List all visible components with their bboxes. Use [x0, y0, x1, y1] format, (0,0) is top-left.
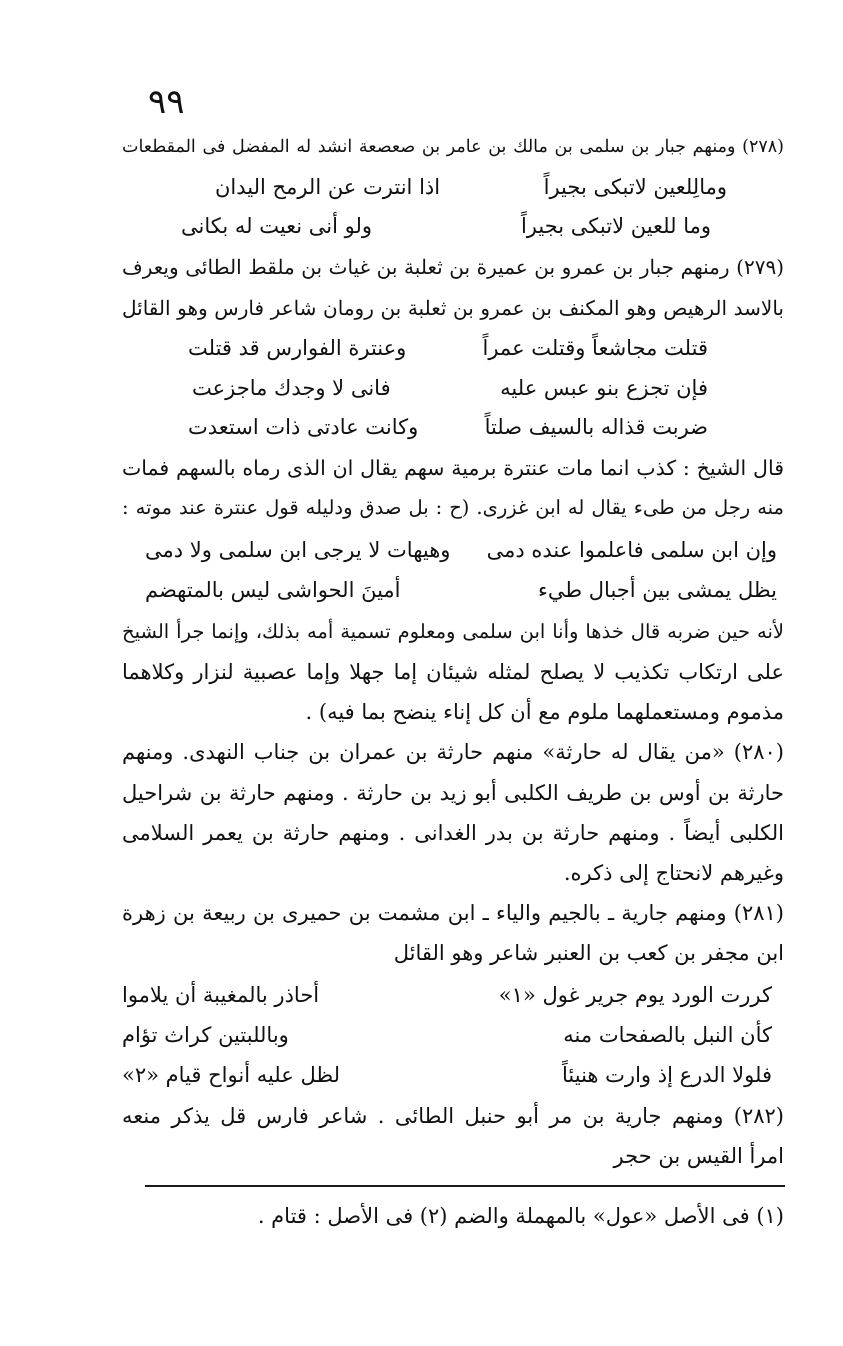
verse-hemistich: وهيهات لا يرجى ابن سلمى ولا دمى	[145, 538, 451, 562]
verse-hemistich: اذا انترت عن الرمح اليدان	[215, 175, 441, 199]
text-line: (٢٨٠) «من يقال له حارثة» منهم حارثة بن عمران بن جناب النهدى. ومنهم	[122, 740, 784, 764]
verse-hemistich: يظل يمشى بين أجبال طيء	[538, 578, 777, 602]
verse-hemistich: أحاذر بالمغيبة أن يلاموا	[122, 983, 320, 1007]
verse-hemistich: وكانت عادتى ذات استعدت	[188, 415, 419, 439]
text-line: الكلبى أيضاً . ومنهم حارثة بن بدر الغدانى . ومنهم حارثة بن يعمر السلامى	[122, 821, 784, 845]
text-line: منه رجل من طىء يقال له ابن غزرى. (ح : بل صدق ودليله قول عنترة عند موته :	[122, 496, 784, 519]
verse-hemistich: فإن تجزع بنو عبس عليه	[500, 376, 708, 400]
verse-hemistich: قتلت مجاشعاً وقتلت عمراً	[482, 336, 708, 360]
verse-hemistich: ضربت قذاله بالسيف صلتاً	[484, 415, 708, 439]
verse-line	[188, 407, 708, 447]
text-line: (٢٧٨) ومنهم جبار بن سلمى بن مالك بن عامر بن صعصعة انشد له المفضل فى المقطعات	[122, 137, 784, 157]
verse-line	[122, 975, 772, 1015]
verse-hemistich: لظل عليه أنواح قيام «٢»	[122, 1063, 340, 1087]
text-line: قال الشيخ : كذب انما مات عنترة برمية سهم يقال ان الذى رماه بالسهم فمات	[122, 456, 784, 480]
text-line: (٢٨١) ومنهم جارية ـ بالجيم والياء ـ ابن مشمت بن حميرى بن ربيعة بن زهرة	[122, 901, 784, 925]
verse-line	[122, 1055, 772, 1095]
verse-line	[145, 530, 777, 570]
verse-hemistich: وما للعين لاتبكى بجيراً	[520, 214, 711, 238]
verse-hemistich: فلولا الدرع إذ وارت هنيئاً	[562, 1063, 772, 1087]
footnote: (١) فى الأصل «عول» بالمهملة والضم (٢) فى الأصل : قتام .	[257, 1204, 784, 1228]
text-line: (٢٧٩) رمنهم جبار بن عمرو بن عميرة بن ثعلبة بن غياث بن ملقط الطائى ويعرف	[122, 255, 784, 279]
verse-hemistich: أمينَ الحواشى ليس بالمتهضم	[145, 578, 401, 602]
verse-hemistich: ولو أنى نعيت له بكانى	[181, 214, 373, 238]
verse-line	[188, 328, 708, 368]
text-line: (٢٨٢) ومنهم جارية بن مر أبو حنبل الطائى . شاعر فارس قل يذكر منعه	[122, 1104, 784, 1128]
footnote-rule	[145, 1185, 785, 1187]
verse-hemistich: ومالِلعين لاتبكى بجيراً	[543, 175, 727, 199]
text-line: لأنه حين ضربه قال خذها وأنا ابن سلمى ومعلوم تسمية أمه بذلك، وإنما جرأ الشيخ	[122, 620, 784, 643]
verse-line	[215, 167, 727, 207]
verse-hemistich: وإن ابن سلمى فاعلموا عنده دمى	[486, 538, 777, 562]
text-line: مذموم ومستعملهما ملوم مع أن كل إناء ينضح بما فيه) .	[305, 700, 784, 724]
text-line: امرأ القيس بن حجر	[613, 1144, 784, 1168]
text-line: بالاسد الرهيص وهو المكنف بن عمرو بن ثعلبة بن رومان شاعر فارس وهو القائل	[122, 296, 784, 320]
verse-hemistich: فانى لا وجدك ماجزعت	[192, 376, 391, 400]
verse-hemistich: كأن النبل بالصفحات منه	[563, 1023, 772, 1047]
text-line: وغيرهم لانحتاج إلى ذكره.	[563, 861, 784, 885]
verse-line	[192, 368, 708, 408]
page-number: ٩٩	[148, 82, 185, 122]
text-line: حارثة بن أوس بن طريف الكلبى أبو زيد بن حارثة . ومنهم حارثة بن شراحيل	[122, 781, 784, 805]
verse-line	[145, 570, 777, 610]
verse-hemistich: وباللبتين كراث تؤام	[122, 1023, 289, 1047]
verse-hemistich: وعنترة الفوارس قد قتلت	[188, 336, 407, 360]
verse-line	[181, 206, 711, 246]
verse-hemistich: كررت الورد يوم جرير غول «١»	[498, 983, 772, 1007]
verse-line	[122, 1015, 772, 1055]
text-line: ابن مجفر بن كعب بن العنبر شاعر وهو القائل	[393, 941, 784, 965]
text-line: على ارتكاب تكذيب لا يصلح لمثله شيئان إما جهلا وإما عصبية لنزار وكلاهما	[122, 660, 784, 684]
